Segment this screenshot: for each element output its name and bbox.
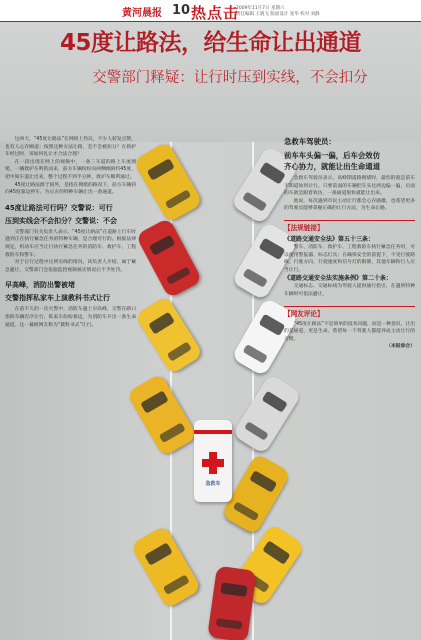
- right-subhead: 齐心协力，就能让出生命通道: [284, 162, 381, 171]
- section-title: 热点击: [191, 4, 240, 22]
- left-paragraph: 45度让路法源于国外，是指在拥堵的路况下，前方车辆斜向45度靠边停车，为后方的特种车辆让出一条通道。: [5, 182, 136, 196]
- ambulance-stripe: [194, 430, 232, 434]
- page-number: 10: [172, 3, 191, 18]
- law-subhead: 《道路交通安全法实施条例》第二十条：: [284, 275, 393, 283]
- source-signature: （本报综合）: [386, 344, 415, 350]
- law-paragraph: 警车、消防车、救护车、工程救险车执行紧急任务时，可以使用警报器、标志灯具；在确保安全的前提下，不受行驶路线、行驶方向、行驶速度和信号灯的限制，其他车辆和行人应当让行。: [284, 244, 415, 273]
- right-column: [284, 136, 415, 351]
- law-subhead: 《道路交通安全法》第五十三条：: [284, 235, 375, 243]
- netizen-comment: “45度让路法”不是简单的技术问题，而是一种意识，让出的是通道，更是生命。希望每一个驾驶人都能养成主动让行的习惯。: [284, 321, 415, 342]
- left-paragraph: 这两天，“45度让路法”在网络上热议，不少人转发点赞，也有人心存顾虑：按照这种方法让路，会不会被扣分？在救护车经过时，该如何礼让才合法合理？: [5, 137, 136, 158]
- right-paragraph: 他说，每次遇到市民主动让行都会心存感激，也希望更多的驾驶员能够掌握正确的让行方法，为生命让路。: [284, 198, 415, 212]
- red-cross-icon: [202, 459, 224, 467]
- left-subhead: 早高峰，消防出警被堵: [5, 281, 75, 290]
- law-paragraph: 交通标志、交通标线为驾驶人提供通行指引，在遇到特种车辆时可依法避让。: [284, 284, 415, 297]
- right-subhead: 前车车头偏一偏，后车会效仿: [284, 151, 381, 160]
- netizen-comment-label: 【网友评论】: [284, 306, 415, 319]
- law-link-label: 【法规链接】: [284, 220, 415, 233]
- newspaper-brand: 黄河晨报: [122, 8, 162, 19]
- left-paragraph: 交警部门有关负责人表示，“45度让路法”在道路上行车时遇到正在执行紧急任务的特种车辆，是合理可行的。根据法律规定，机动车应当让行执行紧急任务的消防车、救护车、工程救险车和警车。: [5, 229, 136, 258]
- left-subhead: 交警指挥私家车上演教科书式让行: [5, 294, 110, 303]
- headline-title: 45度让路法，给生命让出通道: [59, 30, 361, 56]
- left-subhead: 压到实线会不会扣分？交警说：不会: [5, 216, 117, 225]
- right-paragraph: 急救车驾驶员表示，高峰期道路拥堵时，最怕的就是前车不知道如何让行。只要前面的车辆把车头往两边偏一偏，后面的车就会跟着效仿，一条通道很快就能让出来。: [284, 176, 415, 197]
- left-paragraph: 在前不久的一次火警中，消防车遇上早高峰，交警在路口指挥车辆有序让行，私家车纷纷靠边，为消防车开出一条生命通道，这一幕被网友称为“教科书式”让行。: [5, 307, 136, 328]
- page-header: [0, 0, 421, 22]
- headline-subtitle: 交警部门释疑：让行时压到实线，不会扣分: [92, 70, 368, 86]
- left-paragraph: 在一段出现在网上的视频中，一条三车道的路上车流拥堵，一辆救护车鸣笛而来，前方车辆纷纷向两侧倾斜约45度，把中间车道让出来，整个过程不到半分钟，救护车顺利通过。: [5, 159, 136, 180]
- ambulance: [194, 420, 232, 502]
- ambulance-label: 急救车: [205, 481, 221, 487]
- left-subhead: 45度让路法可行吗？交警说：可行: [5, 203, 113, 212]
- left-column: [5, 136, 136, 329]
- right-subhead: 急救车驾驶员：: [284, 137, 336, 146]
- issue-date: 2009年11月7日 星期六: [236, 6, 285, 11]
- left-paragraph: 对于让行过程中压到实线的情况，该负责人介绍，属于紧急避让，交警部门会依据监控视频核实情况后不予处罚。: [5, 260, 136, 273]
- editor-credits: 责任编辑 王晓飞 版面设计 张华 校对 刘静: [236, 12, 320, 17]
